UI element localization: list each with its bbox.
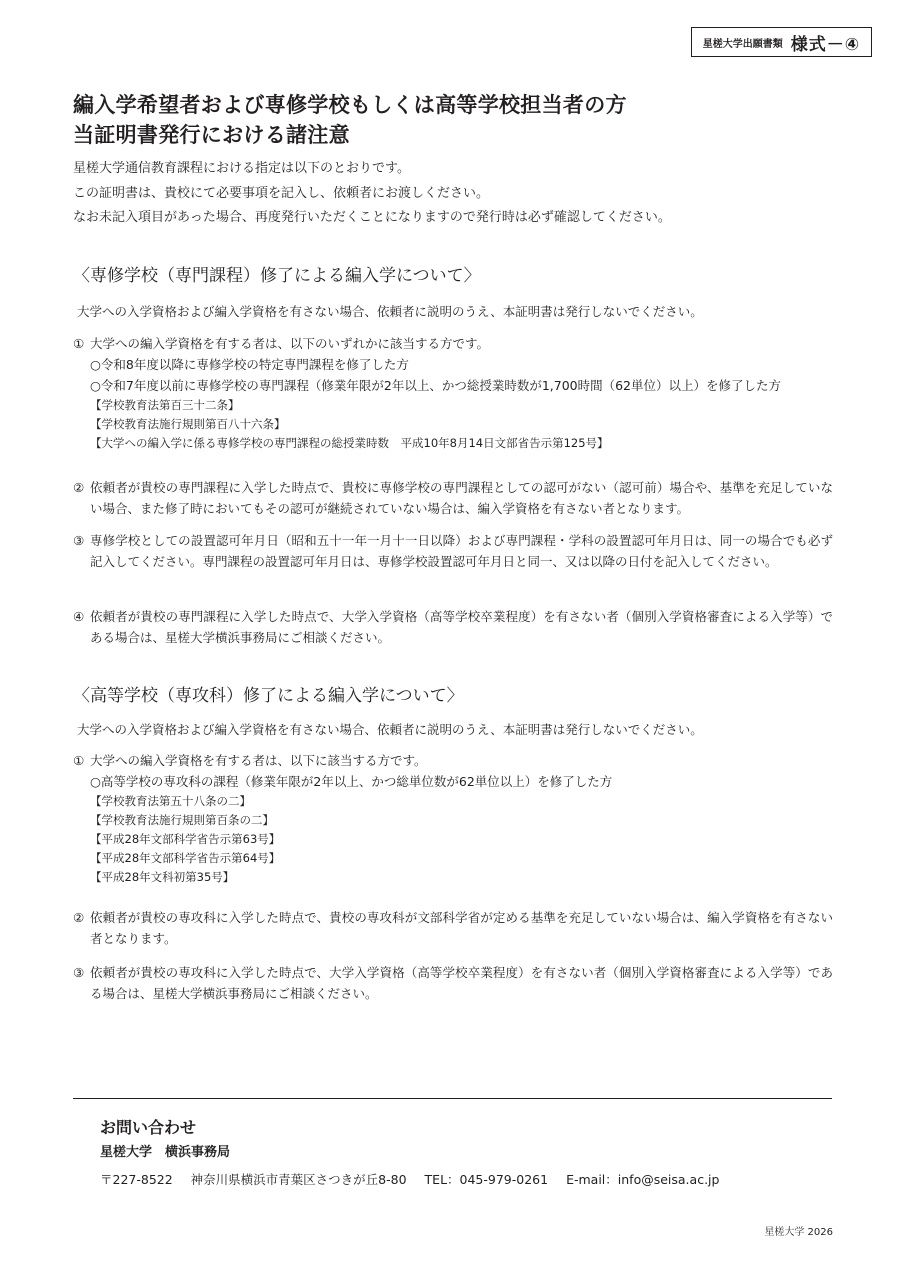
- section-lead: 大学への入学資格および編入学資格を有さない場合、依頼者に説明のうえ、本証明書は発行しないでください。: [77, 722, 703, 737]
- item-text: 依頼者が貴校の専攻科に入学した時点で、大学入学資格（高等学校卒業程度）を有さない者（個別入学資格審査による入学等）である場合は、星槎大学横浜事務局にご相談ください。: [90, 965, 833, 1001]
- legal-reference: 【平成28年文科初第35号】: [90, 870, 235, 884]
- item-text: 大学への編入学資格を有する者は、以下のいずれかに該当する方です。: [90, 336, 490, 351]
- section2-item-2: [73, 907, 833, 949]
- intro-line: この証明書は、貴校にて必要事項を記入し、依頼者にお渡しください。: [73, 185, 490, 201]
- item-number: ③: [73, 965, 85, 980]
- form-label-small: 星槎大学出願書類: [702, 38, 783, 50]
- section1-item-3: [73, 530, 833, 572]
- item-number: ④: [73, 609, 85, 624]
- contact-address: 神奈川県横浜市青葉区さつきが丘8-80: [190, 1172, 407, 1187]
- condition-line: ○令和7年度以前に専修学校の専門課程（修業年限が2年以上、かつ総授業時数が1,700時間（62単位）以上）を修了した方: [90, 378, 782, 393]
- item-number: ①: [73, 753, 85, 768]
- item-text: 専修学校としての設置認可年月日（昭和五十一年一月十一日以降）および専門課程・学科の設置認可年月日は、同一の場合でも必ず記入してください。専門課程の設置認可年月日は、専修学校設置認可年月日と同一、又は以降の日付を記入してください。: [90, 533, 833, 569]
- section2-item-3: [73, 962, 833, 1004]
- legal-reference: 【学校教育法第五十八条の二】: [90, 794, 251, 808]
- intro-line: 星槎大学通信教育課程における指定は以下のとおりです。: [73, 161, 410, 176]
- page-title: [73, 90, 627, 150]
- contact-office-name: 星槎大学 横浜事務局: [100, 1145, 231, 1160]
- legal-reference: 【平成28年文部科学省告示第63号】: [90, 832, 281, 846]
- contact-details: [100, 1170, 733, 1190]
- intro-line: なお未記入項目があった場合、再度発行いただくことになりますので発行時は必ず確認してください。: [73, 210, 671, 225]
- condition-line: ○令和8年度以降に専修学校の特定専門課程を修了した方: [90, 357, 409, 372]
- item-text: 依頼者が貴校の専門課程に入学した時点で、大学入学資格（高等学校卒業程度）を有さない者（個別入学資格審査による入学等）である場合は、星槎大学横浜事務局にご相談ください。: [90, 609, 833, 645]
- legal-reference: 【学校教育法第百三十二条】: [90, 398, 240, 412]
- item-text: 依頼者が貴校の専攻科に入学した時点で、貴校の専攻科が文部科学省が定める基準を充足していない場合は、編入学資格を有さない者となります。: [90, 910, 833, 946]
- item-number: ②: [73, 480, 85, 495]
- section2-item-1: [73, 750, 833, 887]
- form-label-large: 様式－④: [790, 34, 861, 55]
- item-number: ②: [73, 910, 85, 925]
- section1-item-2: [73, 477, 833, 519]
- item-text: 依頼者が貴校の専門課程に入学した時点で、貴校に専修学校の専門課程としての認可がない（認可前）場合や、基準を充足していない場合、また修了時においてもその認可が継続されていない場合は、編入学資格を有さない者となります。: [90, 480, 833, 516]
- intro-text: [73, 157, 671, 231]
- section-lead: 大学への入学資格および編入学資格を有さない場合、依頼者に説明のうえ、本証明書は発行しないでください。: [77, 304, 703, 319]
- item-text: 大学への編入学資格を有する者は、以下に該当する方です。: [90, 753, 427, 768]
- item-number: ③: [73, 533, 85, 548]
- condition-line: ○高等学校の専攻科の課程（修業年限が2年以上、かつ総単位数が62単位以上）を修了した方: [90, 774, 613, 789]
- page-title-line-2: 当証明書発行における諸注意: [73, 123, 350, 147]
- footer-copyright: 星槎大学 2026: [764, 1227, 833, 1238]
- postal-code: 〒227-8522: [100, 1172, 173, 1187]
- contact-phone: TEL：045-979-0261: [424, 1172, 549, 1187]
- section1-item-4: [73, 606, 833, 648]
- contact-heading: お問い合わせ: [100, 1118, 197, 1137]
- legal-reference: 【平成28年文部科学省告示第64号】: [90, 851, 281, 865]
- legal-reference: 【大学への編入学に係る専修学校の専門課程の総授業時数 平成10年8月14日文部省告示第125号】: [90, 436, 609, 450]
- legal-reference: 【学校教育法施行規則第百八十六条】: [90, 417, 286, 431]
- section1-item-1: [73, 333, 833, 453]
- page-title-line-1: 編入学希望者および専修学校もしくは高等学校担当者の方: [73, 93, 627, 117]
- legal-reference: 【学校教育法施行規則第百条の二】: [90, 813, 274, 827]
- contact-email[interactable]: E-mail：info@seisa.ac.jp: [566, 1172, 720, 1187]
- item-number: ①: [73, 336, 85, 351]
- section-heading-high-school: 〈高等学校（専攻科）修了による編入学について〉: [73, 686, 464, 706]
- section-heading-vocational: 〈専修学校（専門課程）修了による編入学について〉: [73, 266, 481, 286]
- form-number-badge: [691, 27, 872, 57]
- contact-divider: [73, 1098, 832, 1099]
